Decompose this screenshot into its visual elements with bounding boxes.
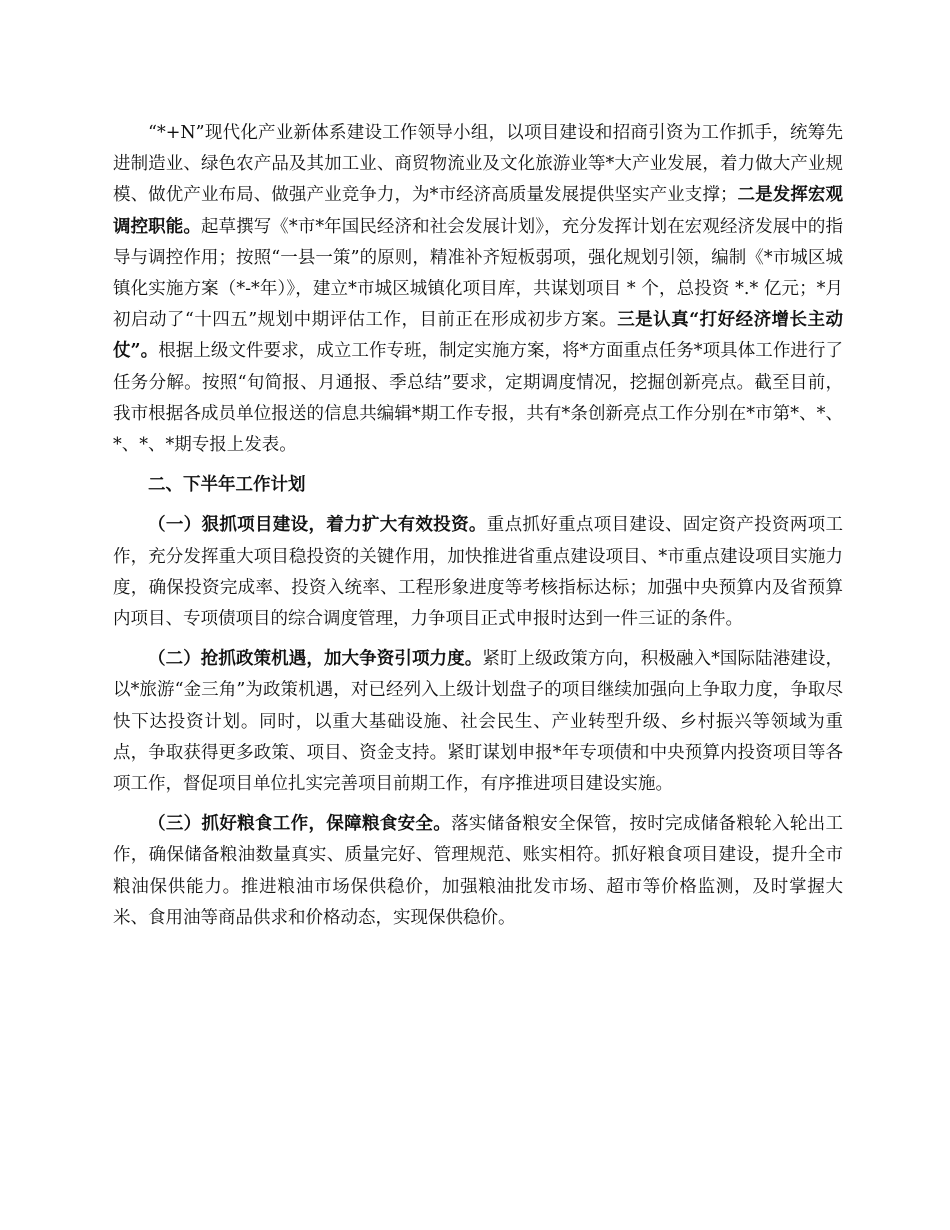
- paragraph-progress-summary: [113, 118, 843, 461]
- plan-item-body: 落实储备粮安全保管，按时完成储备粮轮入轮出工作，确保储备粮油数量真实、质量完好、管理规范、账实相符。抓好粮食项目建设，提升全市粮油保供能力。推进粮油市场保供稳价，加强粮油批发市场、超市等价格监测，及时掌握大米、食用油等商品供求和价格动态，实现保供稳价。: [113, 814, 844, 928]
- plan-item-title: （三）抓好粮食工作，保障粮食安全。: [148, 814, 452, 835]
- plan-item-body: 紧盯上级政策方向，积极融入*国际陆港建设，以*旅游“金三角”为政策机遇，对已经列入上级计划盘子的项目继续加强向上争取力度，争取尽快下达投资计划。同时，以重大基础设施、社会民生、产业转型升级、乡村振兴等领域为重点，争取获得更多政策、项目、资金支持。紧盯谋划申报*年专项债和中央预算内投资项目等各项工作，督促项目单位扎实完善项目前期工作，有序推进项目建设实施。: [113, 649, 843, 795]
- section-heading: 二、下半年工作计划: [148, 475, 306, 496]
- paragraph-bold-lead: 三是认真“打好经济增长主动仗”。: [113, 310, 843, 362]
- paragraph-text: 根据上级文件要求，成立工作专班，制定实施方案，将*方面重点任务*项具体工作进行了任务分解。按照“旬简报、月通报、季总结”要求，定期调度情况，挖掘创新亮点。截至目前，我市根据各成员单位报送的信息共编辑*期工作专报，共有*条创新亮点工作分别在*市第*、*、*、*、*期专报上发表。: [113, 341, 843, 456]
- plan-item: [113, 510, 843, 635]
- paragraph-bold-lead: 二是发挥宏观调控职能。: [113, 185, 844, 237]
- document-body: [113, 118, 843, 943]
- plan-item-body: 重点抓好重点项目建设、固定资产投资两项工作，充分发挥重大项目稳投资的关键作用，加快推进省重点建设项目、*市重点建设项目实施力度，确保投资完成率、投资入统率、工程形象进度等考核指标达标；加强中央预算内及省预算内项目、专项债项目的综合调度管理，力争项目正式申报时达到一件三证的条件。: [113, 515, 843, 630]
- paragraph-text: 起草撰写《*市*年国民经济和社会发展计划》，充分发挥计划在宏观经济发展中的指导与调控作用；按照“一县一策”的原则，精准补齐短板弱项，强化规划引领，编制《*市城区城镇化实施方案（*-*年）》，建立*市城区城镇化项目库，共谋划项目 * 个，总投资 *.* 亿元；*月初启动了“十四五”规划中期评估工作，目前正在形成初步方案。: [113, 216, 844, 331]
- plan-item-title: （二）抢抓政策机遇，加大争资引项力度。: [148, 649, 483, 670]
- plan-item-title: （一）狠抓项目建设，着力扩大有效投资。: [148, 515, 487, 536]
- plan-item: [113, 809, 843, 934]
- paragraph-text: “*+N”现代化产业新体系建设工作领导小组，以项目建设和招商引资为工作抓手，统筹先进制造业、绿色农产品及其加工业、商贸物流业及文化旅游业等*大产业发展，着力做大产业规模、做优产业布局、做强产业竞争力，为*市经济高质量发展提供坚实产业支撑；: [113, 123, 843, 206]
- plan-item: [113, 644, 843, 800]
